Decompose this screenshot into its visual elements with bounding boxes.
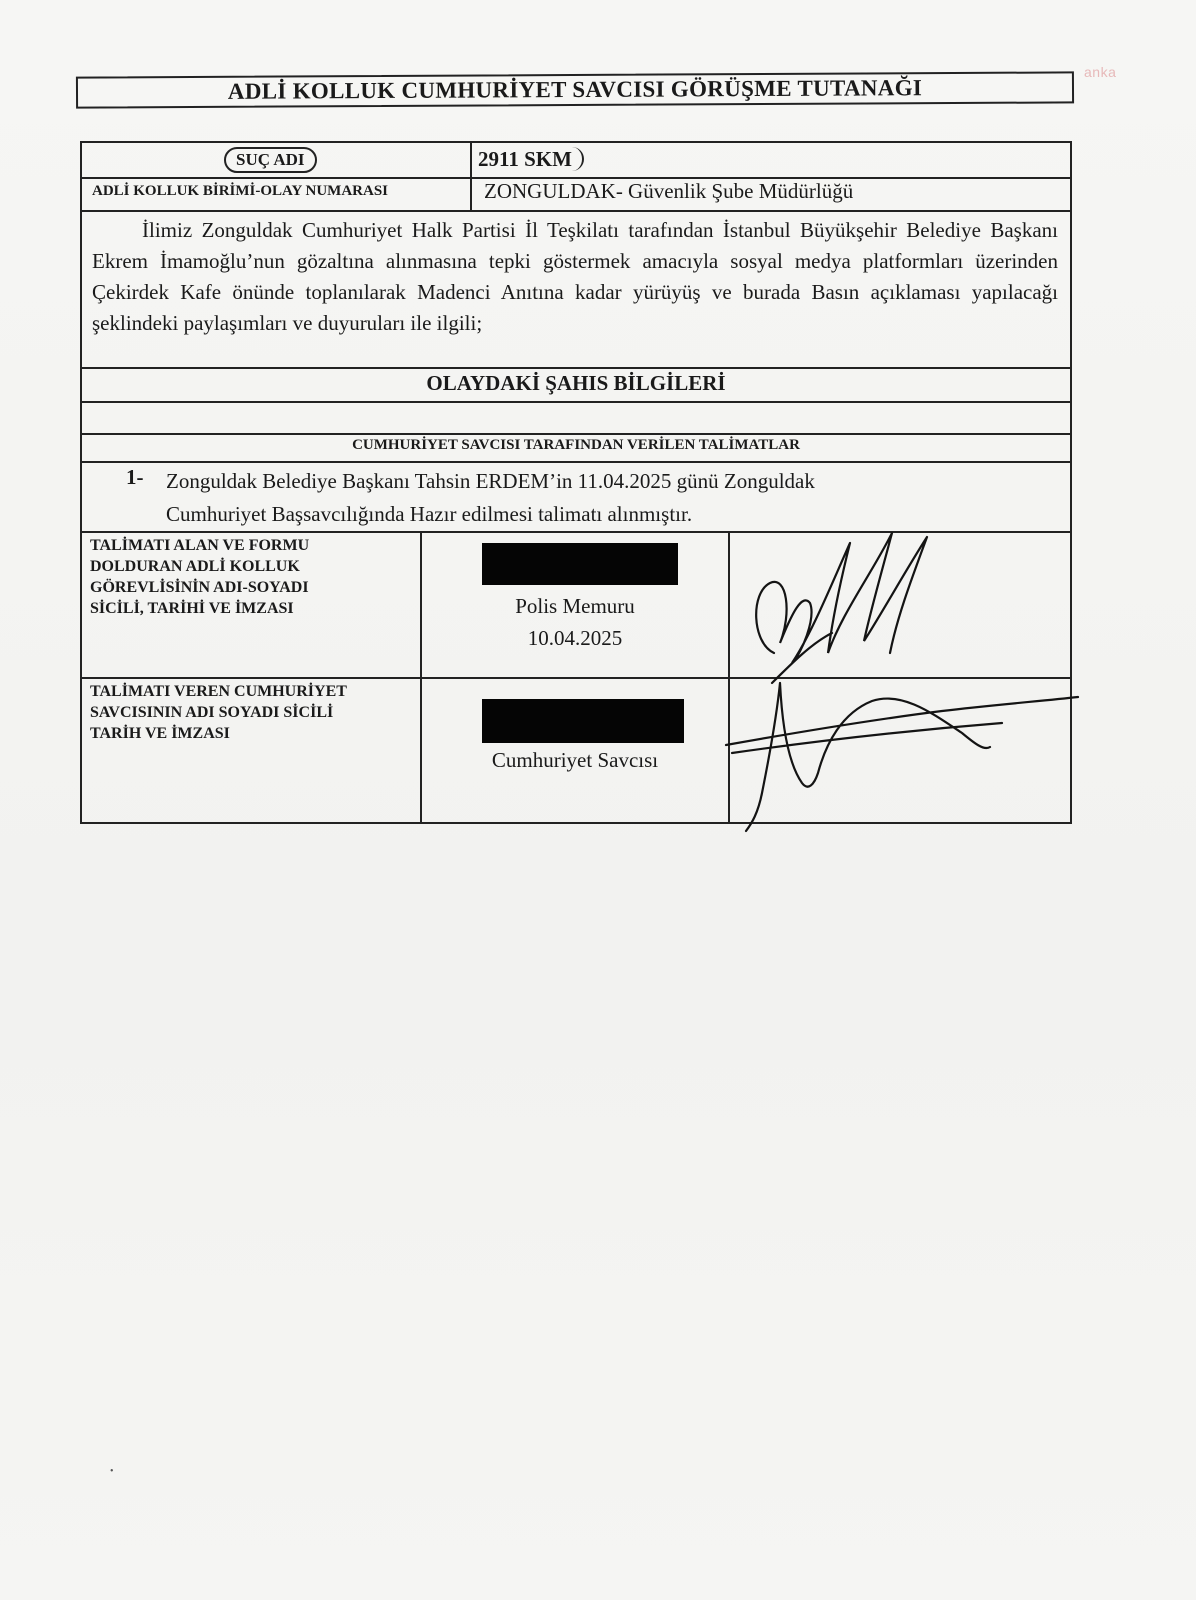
instructions-section-heading: CUMHURİYET SAVCISI TARAFINDAN VERİLEN TALİMATLAR [352, 437, 800, 453]
officer-label-line: SİCİLİ, TARİHİ VE İMZASI [90, 600, 294, 617]
officer-label-line: TALİMATI ALAN VE FORMU [90, 537, 310, 554]
redacted-prosecutor-name [482, 699, 684, 743]
officer-signature-icon [732, 523, 982, 683]
column-divider [420, 531, 422, 824]
column-divider [470, 143, 472, 210]
person-section-heading: OLAYDAKİ ŞAHIS BİLGİLERİ [426, 371, 726, 395]
unit-value: ZONGULDAK- Güvenlik Şube Müdürlüğü [484, 179, 854, 203]
redacted-officer-name [482, 543, 678, 585]
watermark: anka [1084, 64, 1117, 80]
form-table [80, 141, 1072, 824]
prosecutor-label [90, 681, 400, 744]
prosecutor-label-line: TALİMATI VEREN CUMHURİYET [90, 683, 347, 700]
row-divider [82, 461, 1070, 463]
instruction-line: Zonguldak Belediye Başkanı Tahsin ERDEM’in 11.04.2025 günü Zonguldak [166, 469, 815, 493]
row-divider [82, 433, 1070, 435]
instruction-text [166, 465, 1046, 531]
unit-label: ADLİ KOLLUK BİRİMİ-OLAY NUMARASI [92, 183, 389, 199]
crime-value: 2911 SKM [478, 147, 584, 171]
scan-speck: • [110, 1466, 114, 1477]
officer-label-line: GÖREVLİSİNİN ADI-SOYADI [90, 579, 309, 596]
document-title: ADLİ KOLLUK CUMHURİYET SAVCISI GÖRÜŞME TUTANAĞI [76, 71, 1074, 108]
prosecutor-label-line: SAVCISININ ADI SOYADI SİCİLİ [90, 704, 334, 721]
instruction-number: 1- [126, 465, 144, 489]
crime-label: SUÇ ADI [224, 147, 317, 173]
instruction-line: Cumhuriyet Başsavcılığında Hazır edilmesi talimatı alınmıştır. [166, 502, 693, 526]
prosecutor-title: Cumhuriyet Savcısı [491, 748, 659, 772]
officer-label [90, 535, 400, 619]
row-divider [82, 367, 1070, 369]
officer-label-line: DOLDURAN ADLİ KOLLUK [90, 558, 300, 575]
officer-title: Polis Memuru [515, 594, 635, 618]
narrative-text: İlimiz Zonguldak Cumhuriyet Halk Partisi İl Teşkilatı tarafından İstanbul Büyükşehir Belediye Başkanı Ekrem İmamoğlu’nun gözaltına alınmasına tepki göstermek amacıyla sosyal medya platformları üzerinden Çekirdek Kafe önünde toplanılarak Madenci Anıtına kadar yürüyüş ve burada Basın açıklaması yapılacağı şeklindeki paylaşımları ve duyuruları ile ilgili; [92, 218, 1058, 335]
row-divider [82, 210, 1070, 212]
row-divider [82, 401, 1070, 403]
prosecutor-label-line: TARİH VE İMZASI [90, 725, 230, 742]
prosecutor-signature-icon [722, 673, 1082, 833]
officer-date: 10.04.2025 [527, 626, 623, 650]
